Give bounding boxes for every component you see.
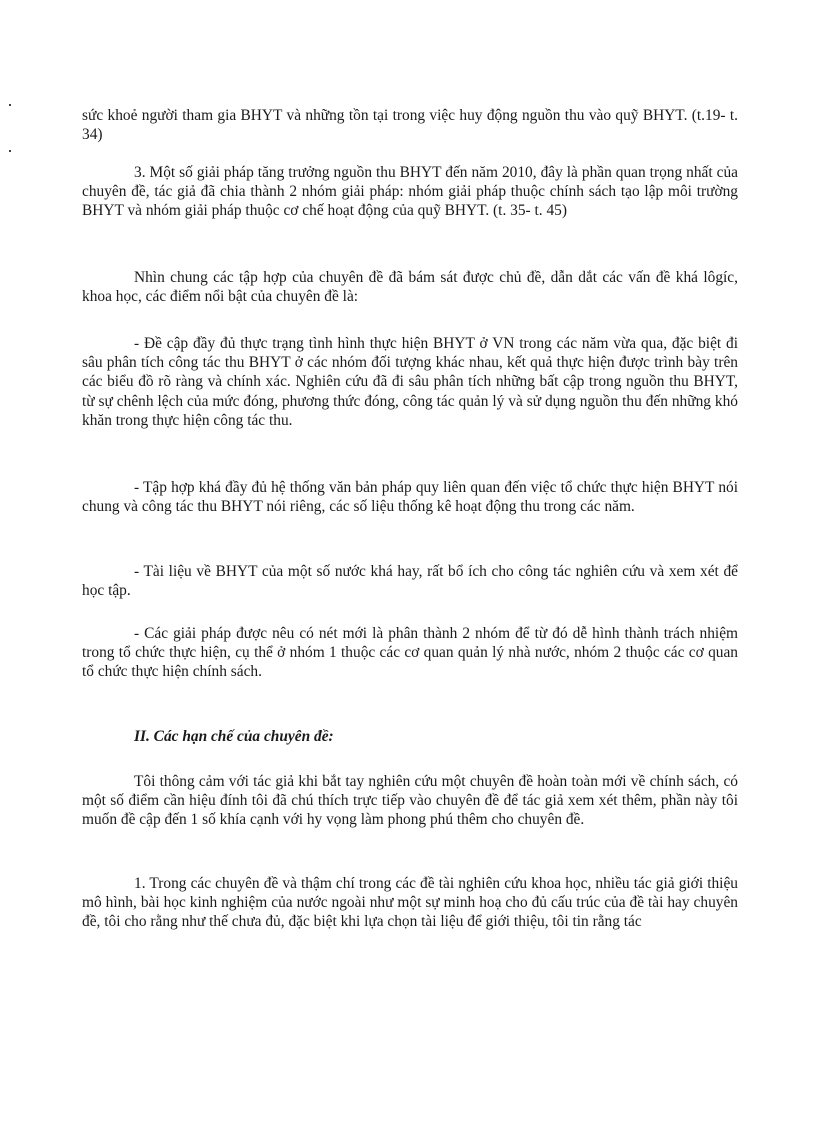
scan-speck <box>9 150 11 152</box>
paragraph-bullet-1: - Đề cập đầy đủ thực trạng tình hình thực hiện BHYT ở VN trong các năm vừa qua, đặc biệt đi sâu phân tích công tác thu BHYT ở các nhóm đối tượng khác nhau, kết quả thực hiện được trình bày trên các biểu đồ rõ ràng và chính xác. Nghiên cứu đã đi sâu phân tích những bất cập trong nguồn thu BHYT, từ sự chênh lệch của mức đóng, phương thức đóng, công tác quản lý và sử dụng nguồn thu đến những khó khăn trong thực hiện công tác thu. <box>82 335 738 429</box>
paragraph-bullet-3: - Tài liệu về BHYT của một số nước khá hay, rất bổ ích cho công tác nghiên cứu và xem xét để học tập. <box>82 563 738 600</box>
section-heading: II. Các hạn chế của chuyên đề: <box>134 728 334 745</box>
paragraph-limitations: Tôi thông cảm với tác giả khi bắt tay nghiên cứu một chuyên đề hoàn toàn mới về chính sách, có một số điểm cần hiệu đính tôi đã chú thích trực tiếp vào chuyên đề để tác giả xem xét thêm, phần này tôi muốn đề cập đến 1 số khía cạnh với hy vọng làm phong phú thêm cho chuyên đề. <box>82 773 738 829</box>
paragraph-solutions: 3. Một số giải pháp tăng trưởng nguồn thu BHYT đến năm 2010, đây là phần quan trọng nhất của chuyên đề, tác giả đã chia thành 2 nhóm giải pháp: nhóm giải pháp thuộc chính sách tạo lập môi trường BHYT và nhóm giải pháp thuộc cơ chế hoạt động của quỹ BHYT. (t. 35- t. 45) <box>82 164 738 220</box>
paragraph-continuation: sức khoẻ người tham gia BHYT và những tồn tại trong việc huy động nguồn thu vào quỹ BHYT. (t.19- t. 34) <box>82 107 738 144</box>
paragraph-overview: Nhìn chung các tập hợp của chuyên đề đã bám sát được chủ đề, dẫn dắt các vấn đề khá lôgíc, khoa học, các điểm nổi bật của chuyên đề là: <box>82 269 738 306</box>
scan-speck <box>9 104 11 106</box>
paragraph-bullet-2: - Tập hợp khá đầy đủ hệ thống văn bản pháp quy liên quan đến việc tổ chức thực hiện BHYT nói chung và công tác thu BHYT nói riêng, các số liệu thống kê hoạt động thu trong các năm. <box>82 479 738 516</box>
paragraph-bullet-4: - Các giải pháp được nêu có nét mới là phân thành 2 nhóm để từ đó dễ hình thành trách nhiệm trong tổ chức thực hiện, cụ thể ở nhóm 1 thuộc các cơ quan quản lý nhà nước, nhóm 2 thuộc các cơ quan tổ chức thực hiện chính sách. <box>82 625 738 681</box>
paragraph-point-1: 1. Trong các chuyên đề và thậm chí trong các đề tài nghiên cứu khoa học, nhiều tác giả giới thiệu mô hình, bài học kinh nghiệm của nước ngoài như một sự minh hoạ cho đủ cấu trúc của đề tài hay chuyên đề, tôi cho rằng như thế chưa đủ, đặc biệt khi lựa chọn tài liệu để giới thiệu, tôi tin rằng tác <box>82 875 738 931</box>
